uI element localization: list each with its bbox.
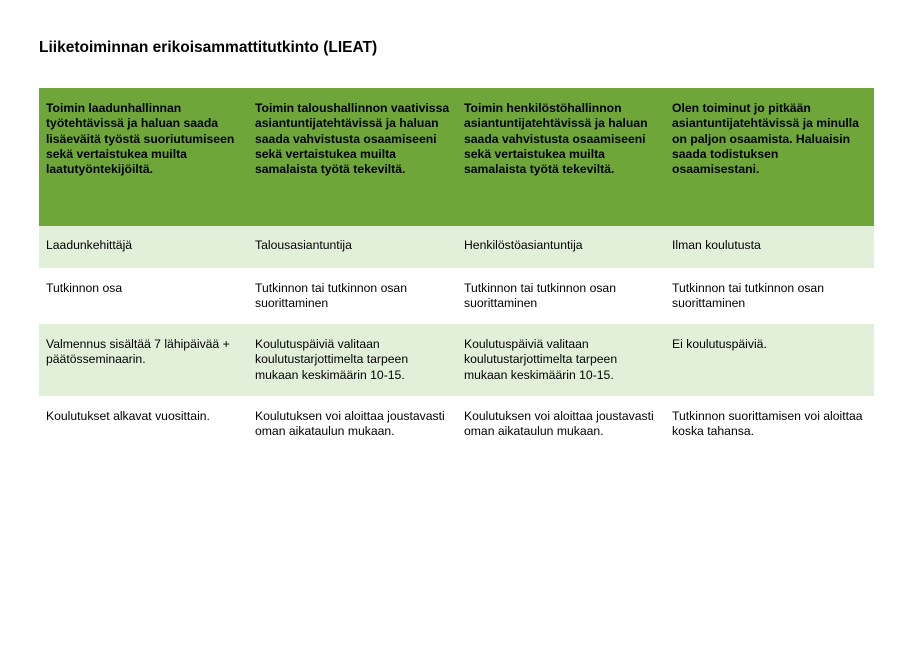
document-title: Liiketoiminnan erikoisammattitutkinto (LIEAT) bbox=[39, 39, 378, 56]
table-cell: Ilman koulutusta bbox=[665, 226, 874, 268]
table-cell: Tutkinnon tai tutkinnon osan suorittaminen bbox=[665, 268, 874, 324]
table-cell: Koulutuspäiviä valitaan koulutustarjottimelta tarpeen mukaan keskimäärin 10-15. bbox=[248, 324, 457, 396]
table-cell: Valmennus sisältää 7 lähipäivää + päätösseminaarin. bbox=[39, 324, 248, 396]
header-cell: Toimin laadunhallinnan työtehtävissä ja haluan saada lisäeväitä työstä suoriutumiseen sekä vertaistukea muilta laatutyöntekijöiltä. bbox=[39, 88, 248, 226]
table-cell: Koulutuksen voi aloittaa joustavasti oman aikataulun mukaan. bbox=[248, 396, 457, 468]
table-cell: Laadunkehittäjä bbox=[39, 226, 248, 268]
table-row bbox=[39, 226, 874, 268]
header-cell: Olen toiminut jo pitkään asiantuntijatehtävissä ja minulla on paljon osaamista. Haluaisin saada todistuksen osaamisestani. bbox=[665, 88, 874, 226]
table-row bbox=[39, 396, 874, 468]
comparison-table bbox=[39, 88, 874, 468]
table-cell: Koulutuspäiviä valitaan koulutustarjottimelta tarpeen mukaan keskimäärin 10-15. bbox=[457, 324, 665, 396]
table-cell: Talousasiantuntija bbox=[248, 226, 457, 268]
table-row bbox=[39, 324, 874, 396]
table-cell: Tutkinnon tai tutkinnon osan suorittaminen bbox=[457, 268, 665, 324]
header-cell: Toimin taloushallinnon vaativissa asiantuntijatehtävissä ja haluan saada vahvistusta osaamiseeni sekä vertaistukea muilta samalaista työtä tekeviltä. bbox=[248, 88, 457, 226]
table-cell: Tutkinnon tai tutkinnon osan suorittaminen bbox=[248, 268, 457, 324]
table-cell: Tutkinnon suorittamisen voi aloittaa koska tahansa. bbox=[665, 396, 874, 468]
table-cell: Koulutuksen voi aloittaa joustavasti oman aikataulun mukaan. bbox=[457, 396, 665, 468]
table-cell: Ei koulutuspäiviä. bbox=[665, 324, 874, 396]
table-cell: Koulutukset alkavat vuosittain. bbox=[39, 396, 248, 468]
table-header-row bbox=[39, 88, 874, 226]
table-cell: Henkilöstöasiantuntija bbox=[457, 226, 665, 268]
table-cell: Tutkinnon osa bbox=[39, 268, 248, 324]
table-row bbox=[39, 268, 874, 324]
header-cell: Toimin henkilöstöhallinnon asiantuntijatehtävissä ja haluan saada vahvistusta osaamiseeni sekä vertaistukea muilta samalaista työtä tekeviltä. bbox=[457, 88, 665, 226]
